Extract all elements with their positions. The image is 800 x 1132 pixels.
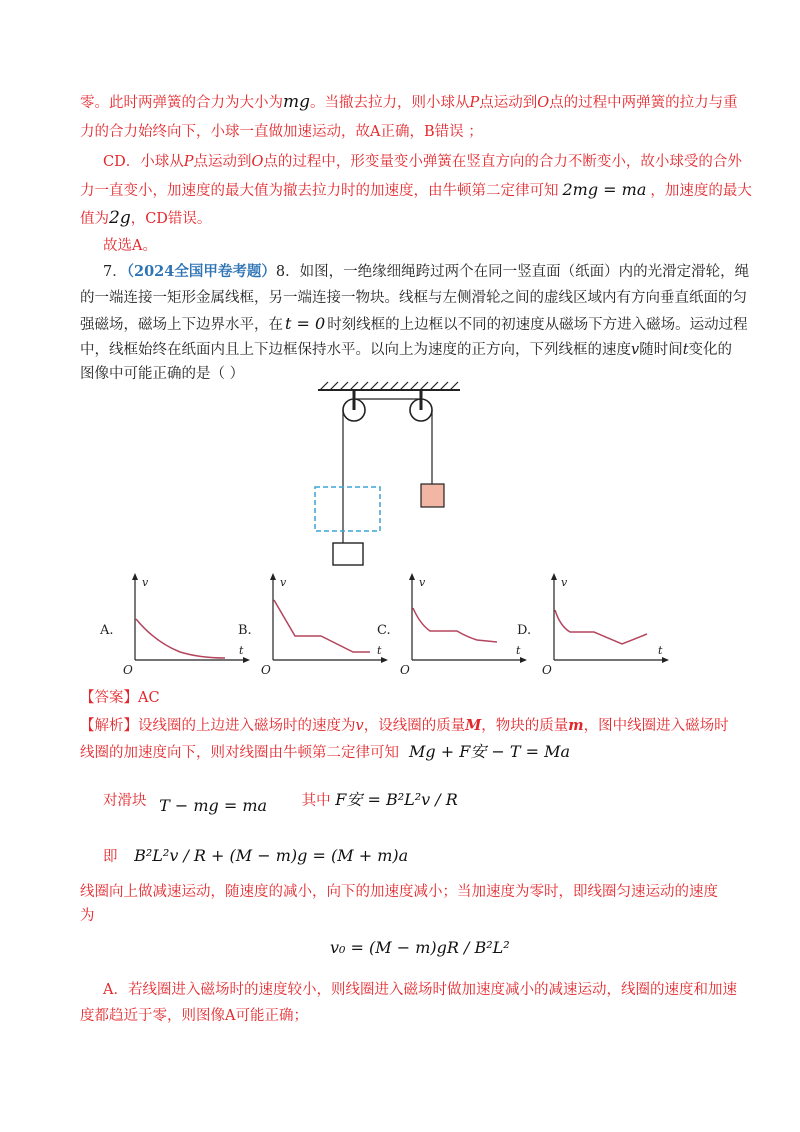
text: 8．如图，一绝缘细绳跨过两个在同一竖直面（纸面）内的光滑定滑轮，绳 [275,264,750,280]
analysis-line: 线圈向上做减速运动，随速度的减小，向下的加速度减小；当加速度为零时，即线圈匀速运动的速度 [80,884,718,900]
analysis-line [80,716,730,736]
question-line [103,262,753,282]
text: 力一直变小，加速度的最大值为撤去拉力时的加速度，由牛顿第二定律可知 [80,183,559,199]
t-label: t [239,644,244,657]
text: 中，线框始终在纸面内且上下边框保持水平。以向上为速度的正方向，下列线框的速度 [80,342,631,358]
answer-line [80,688,730,708]
origin-label: O [123,663,133,677]
t-arrow [662,657,669,663]
equation-5: v₀ = (M − m)gR / B²L² [330,938,510,957]
v-arrow [270,573,276,580]
option-label: B. [238,623,252,638]
text: 点运动到 [479,95,538,111]
paragraph-line: 故选A。 [103,238,157,254]
text: ，物块的质量 [481,718,569,734]
text: 时刻线框的上边框以不同的初速度从磁场下方进入磁场。运动过程 [327,317,748,333]
analysis-line: 为 [80,908,95,924]
text: t [682,342,689,358]
text: O [251,154,264,170]
question-source: （2024全国甲卷考题） [126,263,276,280]
velocity-curve [555,610,647,644]
question-line [80,314,748,335]
equation-2: T − mg = ma [159,796,268,815]
origin-label: O [261,663,271,677]
question-line: 的一端连接一矩形金属线框，另一端连接一物块。线框与左侧滑轮之间的虚线区域内有方向垂直纸面的匀 [80,290,747,306]
math-2g: 2g [109,208,131,228]
metal-frame [333,543,363,565]
analysis-line: A．若线圈进入磁场时的速度较小，则线圈进入磁场时做加速度减小的减速运动，线圈的速度和加速 [103,982,737,998]
question-number: 7． [103,264,127,280]
text: 点运动到 [193,154,252,170]
option-label: C. [377,623,391,638]
graph-b [233,572,388,682]
velocity-curve [274,600,370,652]
graph-d [512,572,672,682]
v-arrow [409,573,415,580]
text: P [469,95,480,111]
text: ，设线圈的质量 [363,718,466,734]
text: 线圈的加速度向下，则对线圈由牛顿第二定律可知 [80,745,399,761]
paragraph-line [103,152,753,172]
equation-4: B²L²v / R + (M − m)g = (M + m)a [134,846,409,865]
text: CD．小球从 [103,154,184,170]
ceiling-hatch [320,382,458,390]
text: 点的过程中两弹簧的拉力与重 [549,95,738,111]
text: P [183,154,194,170]
t-label: t [658,644,663,657]
answer-value: AC [138,690,160,706]
equation-3: F安 = B²L²v / R [335,790,458,809]
answer-label: 【答案】 [80,690,138,706]
question-line [80,340,733,360]
graph-c [372,572,527,682]
v-arrow [551,573,557,580]
t-label: t [516,644,521,657]
analysis-line [103,846,753,867]
analysis-line [80,742,730,763]
math-t0: t = 0 [285,314,326,333]
v-label: v [419,576,426,589]
paragraph-line [80,208,730,229]
analysis-label: 【解析】 [80,718,138,734]
text: ，图中线圈进入磁场时 [583,718,729,734]
text: 值为 [80,211,109,227]
paragraph-line [80,92,738,113]
pulley-figure [310,380,470,570]
paragraph-line [80,180,752,201]
text: 。当撤去拉力，则小球从 [310,95,470,111]
equation-1: Mg + F安 − T = Ma [409,742,571,761]
text: 对滑块 [103,793,147,809]
velocity-curve [136,619,225,658]
analysis-line [330,938,800,959]
magnetic-field-region [315,487,380,531]
option-label: A. [100,623,114,638]
v-label: v [142,576,149,589]
v-label: v [561,576,568,589]
math-mg: mg [283,92,311,112]
t-label: t [377,644,382,657]
origin-label: O [542,663,552,677]
text: 零。此时两弹簧的合力为大小为 [80,95,283,111]
analysis-line [103,790,753,815]
v-label: v [280,576,287,589]
option-label: D. [517,623,532,638]
text: 变化的 [688,342,733,358]
text: v [355,718,364,734]
origin-label: O [400,663,410,677]
question-line: 图像中可能正确的是（ ） [80,366,245,382]
text: 其中 [301,793,331,809]
text: ，CD错误。 [130,211,212,227]
text: 强磁场，磁场上下边界水平，在 [80,317,283,333]
text: 随时间 [639,342,683,358]
velocity-curve [413,608,497,642]
text: M [465,717,482,734]
graph-a [95,572,250,682]
text: O [537,95,550,111]
text: v [631,342,640,358]
v-arrow [132,573,138,580]
analysis-line: 度都趋近于零，则图像A可能正确； [80,1008,308,1024]
text: 即 [103,849,118,865]
math-eq: 2mg = ma [562,180,647,199]
text: m [568,717,584,734]
paragraph-line: 力的合力始终向下，小球一直做加速运动，故A正确，B错误 ； [80,124,483,140]
text: ，加速度的最大 [650,183,752,199]
block [421,484,444,507]
text: 点的过程中，形变量变小弹簧在竖直方向的合力不断变小，故小球受的合外 [263,154,742,170]
text: 设线圈的上边进入磁场时的速度为 [138,718,356,734]
